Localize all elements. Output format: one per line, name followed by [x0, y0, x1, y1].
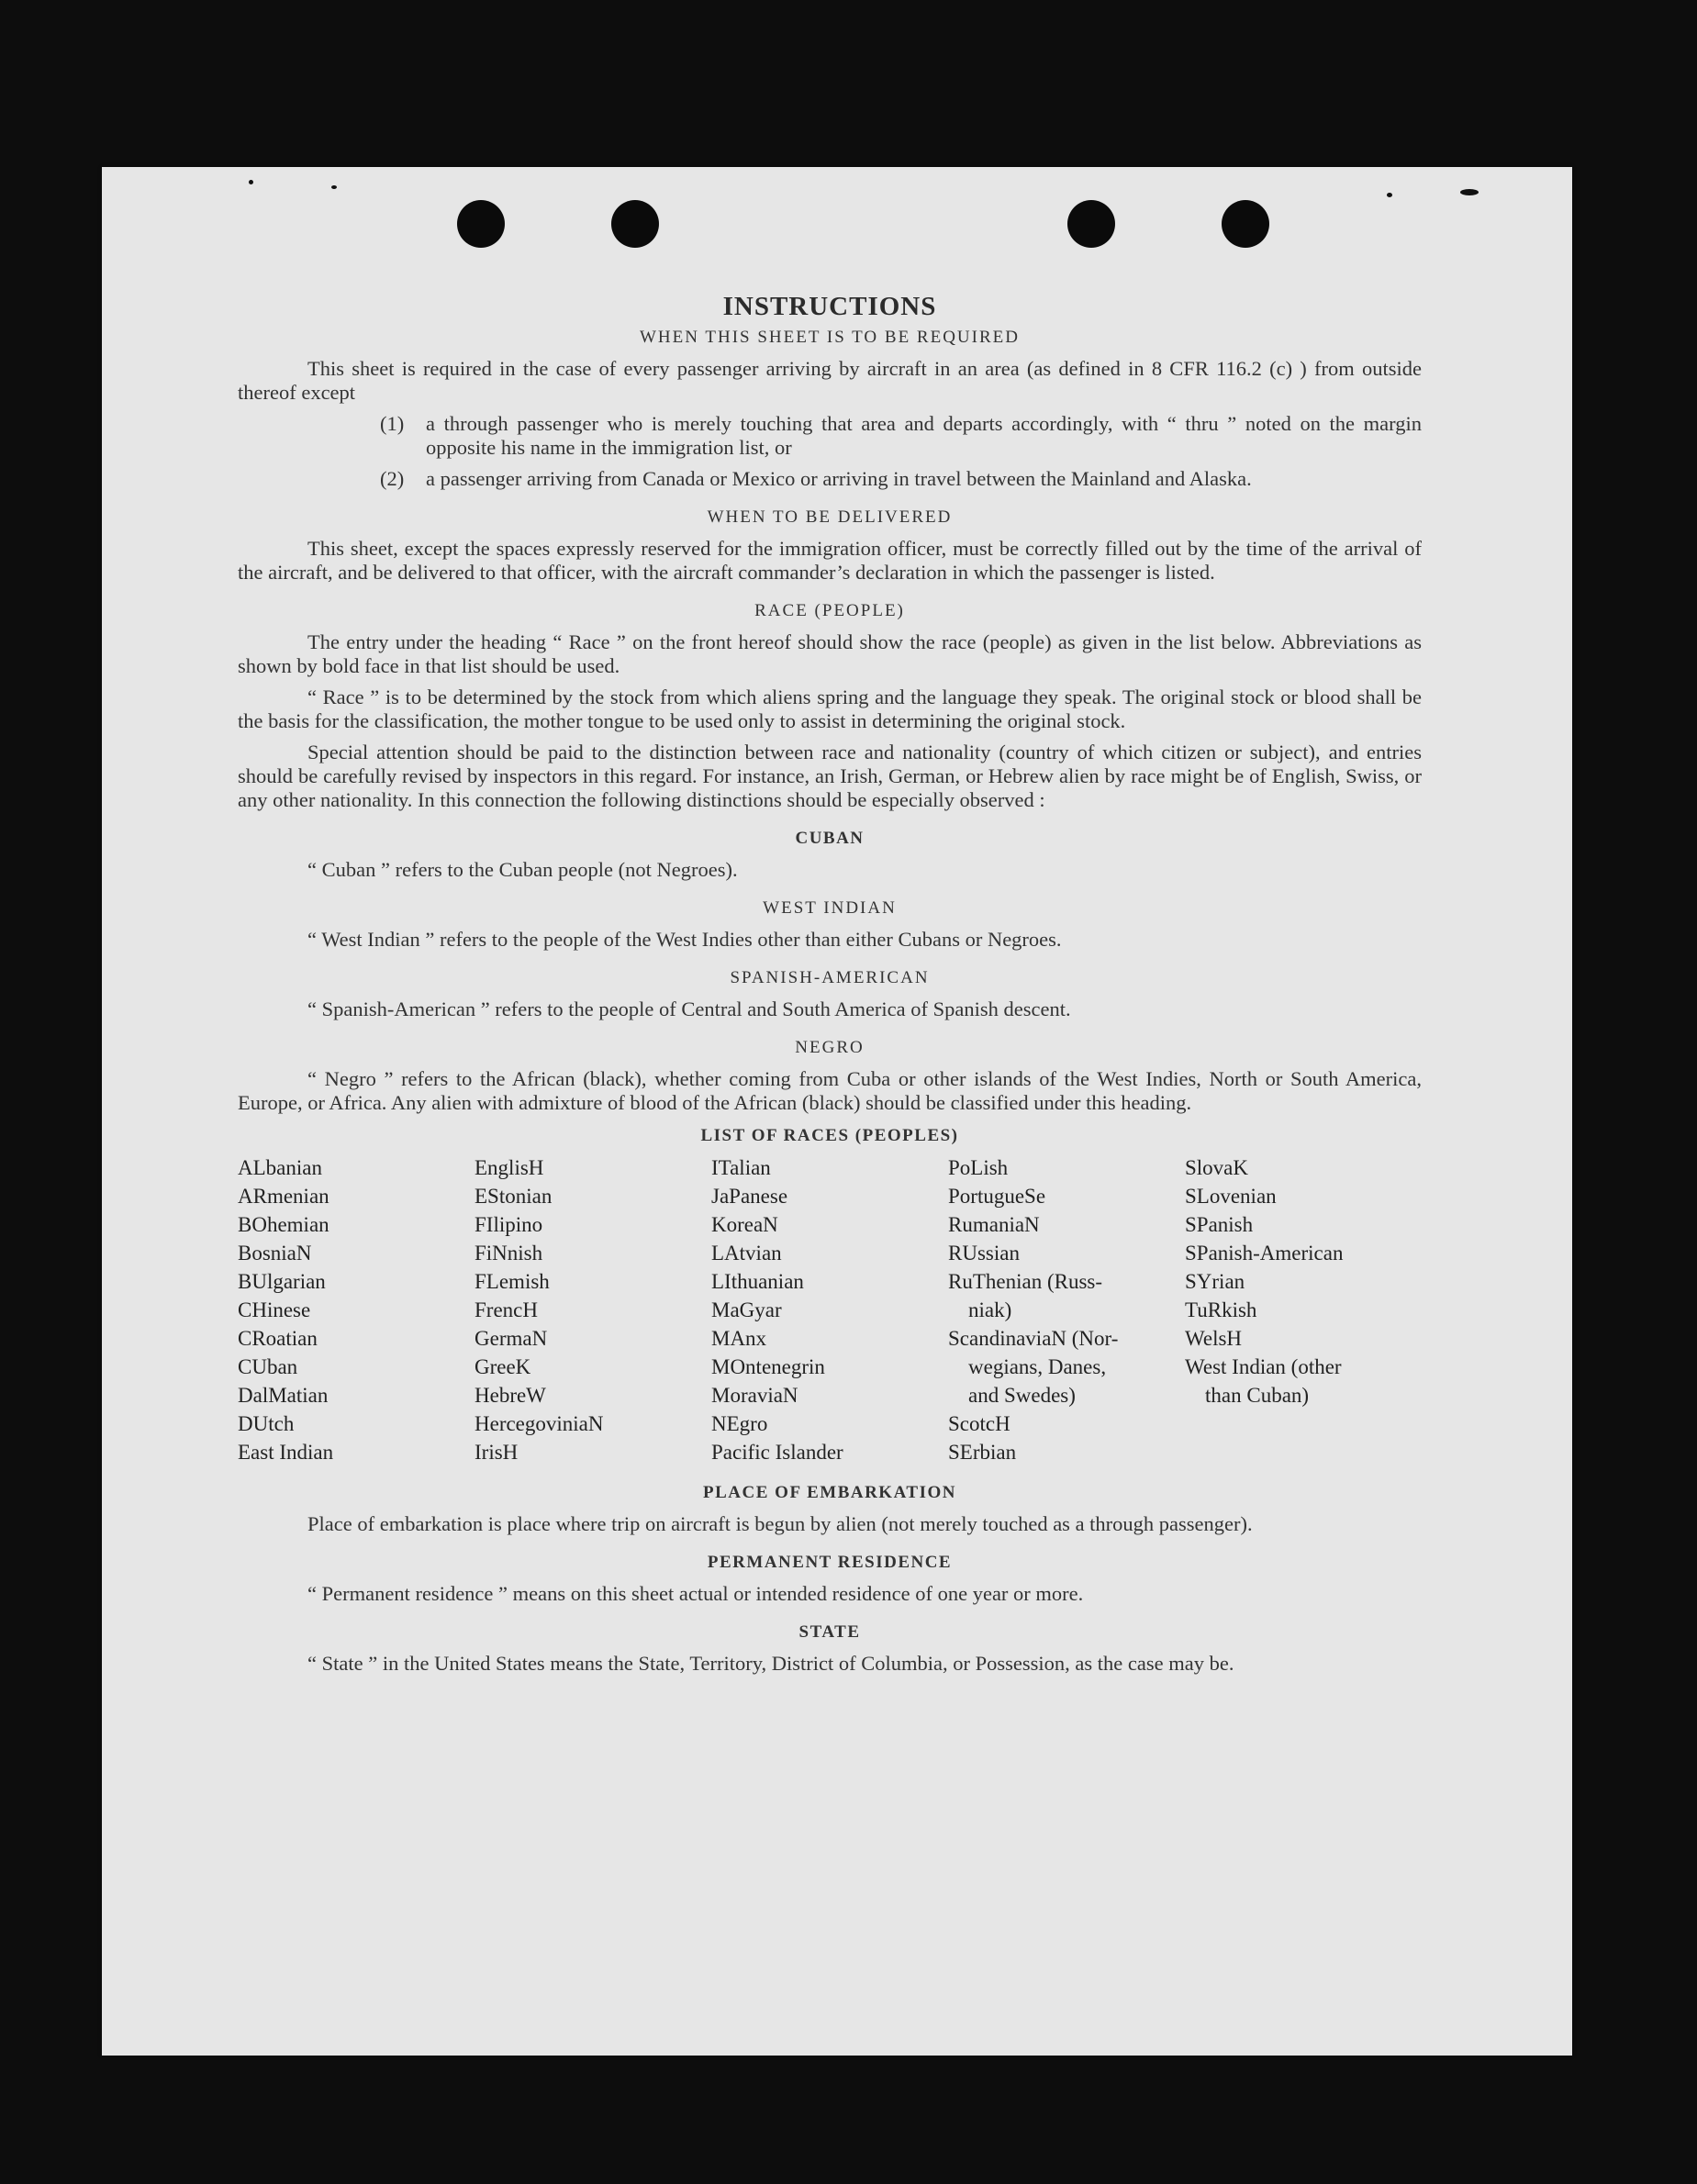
race-entry: WelsH [1185, 1327, 1243, 1350]
race-list [238, 1153, 1422, 1466]
race-entry: CHinese [238, 1298, 311, 1321]
race-entry: LAtvian [711, 1242, 782, 1265]
race-entry: SYrian [1185, 1270, 1245, 1293]
race-entry: West Indian (other [1185, 1355, 1342, 1378]
punch-hole-3 [1067, 200, 1115, 248]
race-entry: wegians, Danes, [968, 1355, 1107, 1378]
race-entry: RumaniaN [948, 1213, 1040, 1236]
exception-number: (1) [380, 412, 405, 435]
race-entry: FiNnish [474, 1242, 543, 1265]
race-entry: ARmenian [238, 1185, 329, 1208]
race-entry: BosniaN [238, 1242, 312, 1265]
race-entry: KoreaN [711, 1213, 778, 1236]
race-entry: MoraviaN [711, 1384, 798, 1407]
race-entry: HercegoviniaN [474, 1412, 604, 1435]
race-entry: BUlgarian [238, 1270, 326, 1293]
race-entry: Pacific Islander [711, 1441, 843, 1464]
exception-number: (2) [380, 467, 405, 490]
speck [1387, 193, 1392, 197]
heading-permanent-residence: PERMANENT RESIDENCE [707, 1553, 953, 1572]
race-entry: ScandinaviaN (Nor- [948, 1327, 1119, 1350]
race-entry: RUssian [948, 1242, 1020, 1265]
race-entry: SlovaK [1185, 1156, 1248, 1179]
heading-race: RACE (PEOPLE) [754, 601, 905, 620]
exception-item-2 [380, 467, 1422, 491]
race-entry: NEgro [711, 1412, 768, 1435]
exception-text: a through passenger who is merely touching that area and departs accordingly, with “ thru ” noted on the margin opposite his name in the immigration list, or [426, 412, 1422, 459]
race-column [474, 1153, 711, 1466]
race-entry: CUban [238, 1355, 298, 1378]
when-required-intro: This sheet is required in the case of every passenger arriving by aircraft in an area (as defined in 8 CFR 116.2 (c) ) from outside thereof except [238, 357, 1422, 404]
negro-text: “ Negro ” refers to the African (black), whether coming from Cuba or other islands of the West Indies, North or South America, Europe, or Africa. Any alien with admixture of blood of the African (black) should be classified under this heading. [238, 1067, 1422, 1114]
race-entry: niak) [968, 1298, 1012, 1321]
permanent-residence-text: “ Permanent residence ” means on this sheet actual or intended residence of one year or more. [307, 1582, 1084, 1605]
speck [249, 180, 253, 184]
punch-hole-2 [611, 200, 659, 248]
race-entry: ALbanian [238, 1156, 322, 1179]
race-entry: BOhemian [238, 1213, 329, 1236]
race-entry: MOntenegrin [711, 1355, 825, 1378]
race-entry: DalMatian [238, 1384, 329, 1407]
spanish-american-text: “ Spanish-American ” refers to the people of Central and South America of Spanish descent. [307, 997, 1071, 1020]
heading-negro: NEGRO [795, 1038, 865, 1057]
race-entry: SPanish-American [1185, 1242, 1344, 1265]
heading-when-required: WHEN THIS SHEET IS TO BE REQUIRED [640, 328, 1020, 347]
cuban-text: “ Cuban ” refers to the Cuban people (not Negroes). [307, 858, 738, 881]
race-entry: CRoatian [238, 1327, 318, 1350]
race-entry: TuRkish [1185, 1298, 1257, 1321]
race-paragraph-1: The entry under the heading “ Race ” on the front hereof should show the race (people) as given in the list below. Abbreviations as shown by bold face in that list should be used. [238, 630, 1422, 677]
race-column [238, 1153, 474, 1466]
race-column [948, 1153, 1185, 1466]
punch-hole-4 [1222, 200, 1269, 248]
heading-list-of-races: LIST OF RACES (PEOPLES) [700, 1126, 959, 1145]
race-entry: IrisH [474, 1441, 519, 1464]
race-entry: RuThenian (Russ- [948, 1270, 1103, 1293]
speck [331, 185, 337, 189]
page-title: INSTRUCTIONS [722, 292, 937, 321]
race-paragraph-3: Special attention should be paid to the distinction between race and nationality (country of which citizen or subject), and entries should be carefully revised by inspectors in this regard. For instance, an Irish, German, or Hebrew alien by race might be of English, Swiss, or any other nationality. In this connection the following distinctions should be especially observed : [238, 741, 1422, 811]
race-entry: East Indian [238, 1441, 334, 1464]
race-paragraph-2: “ Race ” is to be determined by the stock from which aliens spring and the language they speak. The original stock or blood shall be the basis for the classification, the mother tongue to be used only to assist in determining the original stock. [238, 685, 1422, 732]
race-entry: FIlipino [474, 1213, 543, 1236]
race-entry: DUtch [238, 1412, 295, 1435]
race-entry: than Cuban) [1205, 1384, 1310, 1407]
race-entry: EStonian [474, 1185, 553, 1208]
race-entry: HebreW [474, 1384, 546, 1407]
heading-embarkation: PLACE OF EMBARKATION [703, 1483, 956, 1502]
race-entry: SPanish [1185, 1213, 1254, 1236]
race-entry: PoLish [948, 1156, 1009, 1179]
punch-hole-1 [457, 200, 505, 248]
exception-text: a passenger arriving from Canada or Mexico or arriving in travel between the Mainland and Alaska. [426, 467, 1252, 490]
race-entry: and Swedes) [968, 1384, 1076, 1407]
race-entry: MAnx [711, 1327, 767, 1350]
exception-item-1 [380, 412, 1422, 460]
race-entry: JaPanese [711, 1185, 788, 1208]
race-entry: MaGyar [711, 1298, 782, 1321]
when-delivered-text: This sheet, except the spaces expressly reserved for the immigration officer, must be correctly filled out by the time of the arrival of the aircraft, and be delivered to that officer, with the aircraft commander’s declaration in which the passenger is listed. [238, 537, 1422, 584]
race-entry: LIthuanian [711, 1270, 804, 1293]
race-entry: GreeK [474, 1355, 531, 1378]
race-entry: ITalian [711, 1156, 771, 1179]
heading-spanish-american: SPANISH-AMERICAN [730, 968, 930, 987]
race-entry: SErbian [948, 1441, 1017, 1464]
race-column [1185, 1153, 1422, 1466]
instructions-content [238, 292, 1422, 1676]
speck [1460, 189, 1479, 195]
race-entry: ScotcH [948, 1412, 1010, 1435]
heading-state: STATE [798, 1622, 861, 1642]
heading-when-delivered: WHEN TO BE DELIVERED [707, 507, 953, 527]
west-indian-text: “ West Indian ” refers to the people of the West Indies other than either Cubans or Negroes. [307, 928, 1062, 951]
race-entry: PortugueSe [948, 1185, 1046, 1208]
race-entry: FrencH [474, 1298, 538, 1321]
embarkation-text: Place of embarkation is place where trip on aircraft is begun by alien (not merely touched as a through passenger). [307, 1512, 1253, 1535]
heading-west-indian: WEST INDIAN [763, 898, 897, 918]
heading-cuban: CUBAN [795, 829, 865, 848]
race-column [711, 1153, 948, 1466]
race-entry: GermaN [474, 1327, 548, 1350]
race-entry: FLemish [474, 1270, 550, 1293]
race-entry: SLovenian [1185, 1185, 1277, 1208]
state-text: “ State ” in the United States means the State, Territory, District of Columbia, or Possession, as the case may be. [307, 1652, 1234, 1675]
race-entry: EnglisH [474, 1156, 544, 1179]
